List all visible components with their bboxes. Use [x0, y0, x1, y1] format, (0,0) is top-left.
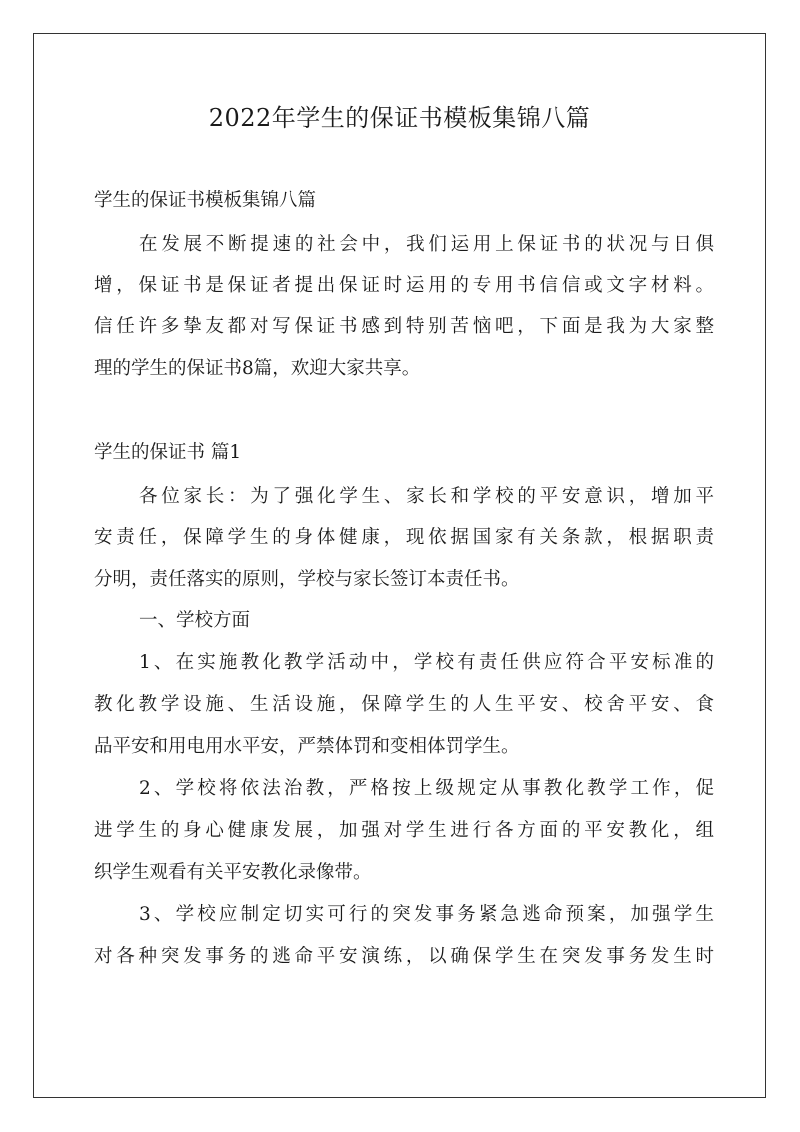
- paragraph-line: 安责任，保障学生的身体健康，现依据国家有关条款，根据职责: [94, 527, 714, 548]
- paragraph-line: 各位家长：为了强化学生、家长和学校的平安意识，增加平: [139, 486, 714, 507]
- paragraph-line: 2、学校将依法治教，严格按上级规定从事教化教学工作，促: [139, 778, 714, 799]
- paragraph-line: 品平安和用电用水平安，严禁体罚和变相体罚学生。: [94, 736, 520, 757]
- paragraph-line: 在发展不断提速的社会中，我们运用上保证书的状况与日俱: [139, 234, 714, 255]
- paragraph-line: 理的学生的保证书8篇，欢迎大家共享。: [94, 358, 421, 379]
- document-title: 2022年学生的保证书模板集锦八篇: [208, 104, 591, 132]
- paragraph-line: 分明，责任落实的原则，学校与家长签订本责任书。: [94, 569, 520, 590]
- paragraph-line: 信任许多挚友都对写保证书感到特别苦恼吧，下面是我为大家整: [94, 316, 714, 337]
- subsection-heading: 一、学校方面: [139, 610, 251, 631]
- paragraph-line: 增，保证书是保证者提出保证时运用的专用书信信或文字材料。: [94, 275, 714, 296]
- section-heading: 学生的保证书 篇1: [94, 442, 242, 463]
- paragraph-line: 3、学校应制定切实可行的突发事务紧急逃命预案，加强学生: [139, 904, 714, 925]
- paragraph-line: 教化教学设施、生活设施，保障学生的人生平安、校舍平安、食: [94, 694, 714, 715]
- paragraph-line: 1、在实施教化教学活动中，学校有责任供应符合平安标准的: [139, 652, 714, 673]
- intro-heading: 学生的保证书模板集锦八篇: [94, 190, 317, 211]
- paragraph-line: 进学生的身心健康发展，加强对学生进行各方面的平安教化，组: [94, 820, 714, 841]
- paragraph-line: 织学生观看有关平安教化录像带。: [94, 862, 372, 883]
- paragraph-line: 对各种突发事务的逃命平安演练，以确保学生在突发事务发生时: [94, 946, 714, 967]
